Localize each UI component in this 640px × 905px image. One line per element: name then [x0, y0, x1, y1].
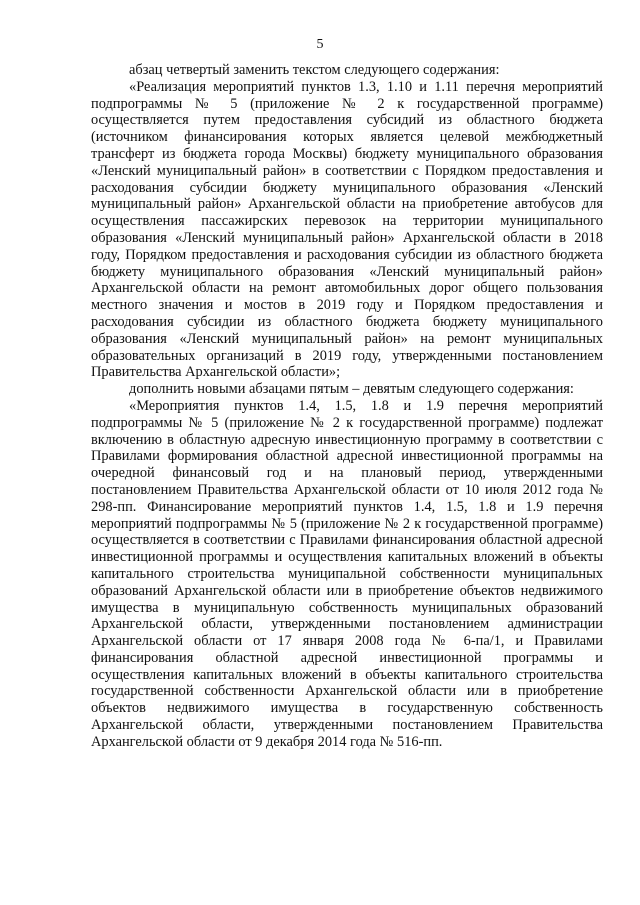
document-body [91, 62, 603, 751]
paragraph-quoted-text-1: «Реализация мероприятий пунктов 1.3, 1.10 и 1.11 перечня мероприятий подпрограммы № 5 (приложение № 2 к государственной программе) осуществляется путем предоставления субсидий из областного бюджета (источником финансирования которых является целевой межбюджетный трансферт из бюджета города Москвы) бюджету муниципального образования «Ленский муниципальный район» в соответствии с Порядком предоставления и расходования субсидии бюджету муниципального образования «Ленский муниципальный район» Архангельской области на приобретение автобусов для осуществления пассажирских перевозок на территории муниципального образования «Ленский муниципальный район» Архангельской области в 2018 году, Порядком предоставления и расходования субсидии из областного бюджета бюджету муниципального образования «Ленский муниципальный район» Архангельской области на ремонт автомобильных дорог общего пользования местного значения и мостов в 2019 году и Порядком предоставления и расходования субсидии из областного бюджета бюджету муниципального образования «Ленский муниципальный район» на ремонт муниципальных образовательных организаций в 2019 году, утвержденными постановлением Правительства Архангельской области»; [91, 78, 603, 381]
page-number: 5 [316, 37, 324, 52]
paragraph-instruction-replace: абзац четвертый заменить текстом следующего содержания: [129, 62, 500, 78]
paragraph-instruction-add: дополнить новыми абзацами пятым – девятым следующего содержания: [129, 381, 574, 398]
paragraph-quoted-text-2: «Мероприятия пунктов 1.4, 1.5, 1.8 и 1.9 перечня мероприятий подпрограммы № 5 (приложение № 2 к государственной программе) подлежат включению в областную адресную инвестиционную программу в соответствии с Правилами формирования областной адресной инвестиционной программы на очередной финансовый год и на плановый период, утвержденными постановлением Правительства Архангельской области от 10 июля 2012 года № 298-пп. Финансирование мероприятий пунктов 1.4, 1.5, 1.8 и 1.9 перечня мероприятий подпрограммы № 5 (приложение № 2 к государственной программе) осуществляется в соответствии с Правилами финансирования областной адресной инвестиционной программы и осуществления капитальных вложений в объекты капитального строительства муниципальной собственности муниципальных образований Архангельской области или в приобретение объектов недвижимого имущества в муниципальную собственность муниципальных образований Архангельской области, утвержденными постановлением администрации Архангельской области от 17 января 2008 года № 6-па/1, и Правилами финансирования областной адресной инвестиционной программы и осуществления капитальных вложений в объекты капитального строительства государственной собственности Архангельской области или в приобретение объектов недвижимого имущества в государственную собственность Архангельской области, утвержденными постановлением Правительства Архангельской области от 9 декабря 2014 года № 516-пп. [91, 397, 603, 750]
